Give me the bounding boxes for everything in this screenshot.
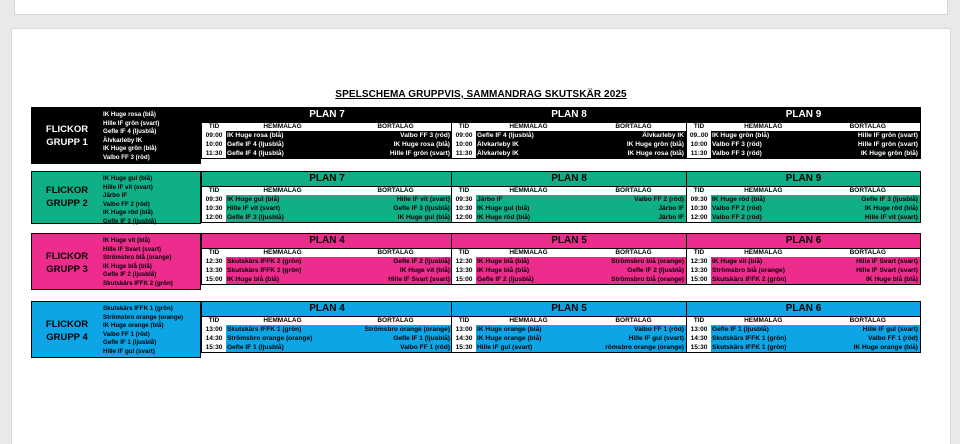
away-team: Hille IF Svart (svart) <box>856 258 918 265</box>
match-time: 10:00 <box>452 140 476 149</box>
match-row <box>452 213 686 222</box>
match-time: 12:00 <box>687 213 711 222</box>
match-row <box>687 266 920 275</box>
match-row <box>202 131 452 140</box>
away-team: Valbo FF 1 (röd) <box>634 326 684 333</box>
match-time: 10:00 <box>202 140 226 149</box>
header-bortalag: BORTALAG <box>377 317 414 324</box>
team-list <box>103 305 183 357</box>
home-team: Skutskärs IFFK 2 (grön) <box>227 258 302 265</box>
team-name: Gefle IF 4 (ljusblå) <box>103 128 157 136</box>
header-tid: TID <box>693 187 705 194</box>
home-team: IK Huge rosa (blå) <box>227 132 284 139</box>
team-name: Valbo FF 1 (röd) <box>103 330 150 338</box>
team-name: Strömsbro blå (orange) <box>103 254 172 262</box>
match-row <box>687 257 920 266</box>
match-time: 10:30 <box>687 204 711 213</box>
header-hemmalag: HEMMALAG <box>509 317 548 324</box>
match-row <box>452 131 686 140</box>
plan-column <box>451 107 687 159</box>
group-name-line: GRUPP 3 <box>46 264 88 275</box>
column-headers <box>687 123 920 131</box>
away-team: Strömsbro blå (orange) <box>611 276 684 283</box>
match-row <box>687 334 920 343</box>
column-headers <box>687 317 920 325</box>
group-2 <box>31 171 933 228</box>
match-row <box>687 275 920 284</box>
header-hemmalag: HEMMALAG <box>744 187 783 194</box>
team-name: IK Huge vit (blå) <box>103 237 151 244</box>
team-name: Strömsbro orange (orange) <box>103 313 184 321</box>
team-name: Hille IF vit (svart) <box>103 183 153 191</box>
plan-title: PLAN 5 <box>452 234 686 249</box>
plan-title: PLAN 4 <box>202 234 452 249</box>
away-team: IK Huge röd (blå) <box>864 205 918 212</box>
home-team: Gefle IF 4 (ljusblå) <box>227 150 284 157</box>
match-row <box>687 343 920 352</box>
match-row <box>202 140 452 149</box>
match-time: 13:00 <box>452 325 476 334</box>
team-name: Gefle IF 3 (ljusblå) <box>103 217 157 225</box>
away-team: Valbo FF 1 (röd) <box>868 335 918 342</box>
match-time: 14:30 <box>452 334 476 343</box>
away-team: Hille IF vit (svart) <box>864 214 918 221</box>
header-bortalag: BORTALAG <box>849 123 886 130</box>
away-team: Hille IF vit (svart) <box>396 196 450 203</box>
match-row <box>687 131 920 140</box>
header-hemmalag: HEMMALAG <box>263 249 302 256</box>
header-bortalag: BORTALAG <box>849 249 886 256</box>
header-bortalag: BORTALAG <box>377 249 414 256</box>
group-info <box>31 171 201 224</box>
header-tid: TID <box>693 123 705 130</box>
home-team: Gefle IF 4 (ljusblå) <box>477 132 534 139</box>
match-row <box>202 275 452 284</box>
column-headers <box>202 123 452 131</box>
group-info <box>31 233 201 290</box>
header-tid: TID <box>693 317 705 324</box>
match-row <box>452 140 686 149</box>
match-row <box>452 204 686 213</box>
header-hemmalag: HEMMALAG <box>744 123 783 130</box>
away-team: IK Huge rosa (blå) <box>393 141 450 148</box>
group-name <box>32 250 102 276</box>
match-time: 11:30 <box>452 149 476 158</box>
plan-title: PLAN 8 <box>452 172 686 187</box>
previous-page-edge <box>14 0 948 15</box>
team-list <box>103 111 159 163</box>
away-team: IK Huge vit (blå) <box>399 267 450 274</box>
home-team: IK Huge röd (blå) <box>477 214 531 221</box>
match-time: 14:30 <box>202 334 226 343</box>
header-bortalag: BORTALAG <box>615 249 652 256</box>
match-time: 10:30 <box>202 204 226 213</box>
match-time: 09:30 <box>687 195 711 204</box>
group-name-line: FLICKOR <box>45 124 89 135</box>
plan-column <box>451 233 687 285</box>
home-team: Hille IF vit (svart) <box>227 205 281 212</box>
match-row <box>687 325 920 334</box>
home-team: Älvkarleby IK <box>477 141 519 148</box>
match-row <box>452 325 686 334</box>
header-tid: TID <box>208 249 220 256</box>
home-team: Hille IF gul (svart) <box>477 344 533 351</box>
team-name: Järbo IF <box>103 192 128 200</box>
column-headers <box>687 249 920 257</box>
team-name: IK Huge rosa (blå) <box>103 111 156 118</box>
match-time: 13:00 <box>202 325 226 334</box>
away-team: IK Huge gul (blå) <box>397 214 450 221</box>
column-headers <box>452 123 686 131</box>
match-time: 15:30 <box>202 343 226 352</box>
away-team: Hille IF gul (svart) <box>862 326 918 333</box>
header-hemmalag: HEMMALAG <box>263 187 302 194</box>
match-time: 11:30 <box>687 149 711 158</box>
team-name: Älvkarleby IK <box>103 136 143 144</box>
plan-column <box>686 301 921 353</box>
match-time: 12:00 <box>452 213 476 222</box>
match-time: 12:30 <box>202 257 226 266</box>
header-hemmalag: HEMMALAG <box>744 249 783 256</box>
match-time: 12:30 <box>452 257 476 266</box>
home-team: Järbo IF <box>477 196 503 203</box>
header-tid: TID <box>458 317 470 324</box>
team-name: Skutskärs IFFK 1 (grön) <box>103 305 173 312</box>
header-hemmalag: HEMMALAG <box>509 187 548 194</box>
away-team: IK Huge grön (blå) <box>860 150 918 157</box>
home-team: IK Huge grön (blå) <box>712 132 770 139</box>
home-team: Valbo FF 3 (röd) <box>712 141 762 148</box>
home-team: Gefle IF 1 (ljusblå) <box>227 344 284 351</box>
match-row <box>452 343 686 352</box>
away-team: IK Huge orange (blå) <box>853 344 918 351</box>
document-page <box>11 28 951 444</box>
home-team: Skutskärs IFFK 2 (grön) <box>227 267 302 274</box>
home-team: IK Huge blå (blå) <box>477 258 530 265</box>
plan-title: PLAN 7 <box>202 172 452 187</box>
match-row <box>687 204 920 213</box>
group-name-line: FLICKOR <box>45 319 89 330</box>
away-team: IK Huge blå (blå) <box>865 276 918 283</box>
match-row <box>202 204 452 213</box>
header-hemmalag: HEMMALAG <box>744 317 783 324</box>
team-name: Hille IF Svart (svart) <box>103 245 162 253</box>
away-team: Järbo IF <box>658 205 684 212</box>
match-time: 15:30 <box>687 343 711 352</box>
header-tid: TID <box>458 249 470 256</box>
match-time: 09:30 <box>452 195 476 204</box>
match-row <box>452 275 686 284</box>
away-team: Hille IF Svart (svart) <box>388 276 450 283</box>
match-row <box>202 257 452 266</box>
away-team: Hille IF grön (svart) <box>857 132 918 139</box>
header-tid: TID <box>208 187 220 194</box>
match-time: 14:30 <box>687 334 711 343</box>
team-name: IK Huge blå (blå) <box>103 262 152 270</box>
match-time: 15:30 <box>452 343 476 352</box>
header-tid: TID <box>458 123 470 130</box>
away-team: Hille IF grön (svart) <box>389 150 450 157</box>
group-name-line: FLICKOR <box>45 185 89 196</box>
header-bortalag: BORTALAG <box>849 187 886 194</box>
header-bortalag: BORTALAG <box>849 317 886 324</box>
group-name-line: GRUPP 4 <box>46 332 88 343</box>
home-team: IK Huge orange (blå) <box>477 335 542 342</box>
header-hemmalag: HEMMALAG <box>263 317 302 324</box>
away-team: römsbro orange (orange) <box>605 344 684 351</box>
home-team: Skutskärs IFFK 1 (grön) <box>712 344 787 351</box>
team-name: IK Huge grön (blå) <box>103 145 157 153</box>
group-3 <box>31 233 933 290</box>
team-name: Gefle IF 1 (ljusblå) <box>103 339 157 347</box>
match-time: 13:30 <box>687 266 711 275</box>
match-time: 09:30 <box>202 195 226 204</box>
match-time: 15:00 <box>202 275 226 284</box>
match-row <box>202 213 452 222</box>
header-hemmalag: HEMMALAG <box>509 249 548 256</box>
match-row <box>202 343 452 352</box>
match-time: 10:00 <box>687 140 711 149</box>
home-team: Strömsbro blå (orange) <box>712 267 785 274</box>
home-team: Älvkarleby IK <box>477 150 519 157</box>
away-team: Hille IF grön (svart) <box>857 141 918 148</box>
header-bortalag: BORTALAG <box>615 317 652 324</box>
page-title: SPELSCHEMA GRUPPVIS, SAMMANDRAG SKUTSKÄR 2025 <box>335 89 627 100</box>
team-name: Skutskärs IFFK 2 (grön) <box>103 279 173 287</box>
match-time: 13:30 <box>202 266 226 275</box>
away-team: IK Huge rosa (blå) <box>627 150 684 157</box>
match-row <box>452 257 686 266</box>
header-hemmalag: HEMMALAG <box>509 123 548 130</box>
plan-title: PLAN 9 <box>687 108 920 123</box>
match-time: 13:30 <box>452 266 476 275</box>
away-team: Hille IF Svart (svart) <box>856 267 918 274</box>
plan-column <box>201 171 453 223</box>
match-time: 12:30 <box>687 257 711 266</box>
plan-column <box>686 171 921 223</box>
home-team: Skutskärs IFFK 1 (grön) <box>712 335 787 342</box>
home-team: Gefle IF 3 (ljusblå) <box>227 214 284 221</box>
match-time: 09:00 <box>202 131 226 140</box>
group-1 <box>31 107 933 164</box>
match-time: 15:00 <box>687 275 711 284</box>
home-team: Valbo FF 2 (röd) <box>712 214 762 221</box>
away-team: Gefle IF 1 (ljusblå) <box>393 335 450 342</box>
away-team: Valbo FF 2 (röd) <box>634 196 684 203</box>
team-name: IK Huge röd (blå) <box>103 209 153 217</box>
header-bortalag: BORTALAG <box>615 123 652 130</box>
match-row <box>687 149 920 158</box>
column-headers <box>687 187 920 195</box>
away-team: Älvkarleby IK <box>642 132 684 139</box>
away-team: Gefle IF 3 (ljusblå) <box>861 196 918 203</box>
team-name: IK Huge orange (blå) <box>103 322 164 330</box>
home-team: IK Huge orange (blå) <box>477 326 542 333</box>
group-4 <box>31 301 933 358</box>
column-headers <box>202 187 452 195</box>
match-row <box>202 195 452 204</box>
column-headers <box>452 249 686 257</box>
header-tid: TID <box>208 123 220 130</box>
header-bortalag: BORTALAG <box>377 123 414 130</box>
away-team: Strömsbro blå (orange) <box>611 258 684 265</box>
match-row <box>687 140 920 149</box>
match-time: 12:00 <box>202 213 226 222</box>
home-team: Valbo FF 3 (röd) <box>712 150 762 157</box>
header-tid: TID <box>208 317 220 324</box>
plan-column <box>201 107 453 159</box>
match-row <box>202 266 452 275</box>
team-list <box>103 175 156 227</box>
away-team: Hille IF gul (svart) <box>628 335 684 342</box>
home-team: Gefle IF 1 (ljusblå) <box>712 326 769 333</box>
plan-title: PLAN 9 <box>687 172 920 187</box>
group-info <box>31 107 201 164</box>
home-team: Valbo FF 2 (röd) <box>712 205 762 212</box>
plan-column <box>451 301 687 353</box>
plan-title: PLAN 6 <box>687 234 920 249</box>
match-row <box>202 325 452 334</box>
group-info <box>31 301 201 358</box>
home-team: Strömsbro orange (orange) <box>227 335 313 342</box>
away-team: Gefle IF 2 (ljusblå) <box>627 267 684 274</box>
plan-title: PLAN 8 <box>452 108 686 123</box>
match-time: 09:00 <box>452 131 476 140</box>
group-name <box>32 318 102 344</box>
home-team: Gefle IF 4 (ljusblå) <box>227 141 284 148</box>
match-time: 10:30 <box>452 204 476 213</box>
home-team: Skutskärs IFFK 2 (grön) <box>712 276 787 283</box>
group-name-line: FLICKOR <box>45 251 89 262</box>
match-row <box>452 266 686 275</box>
match-row <box>202 149 452 158</box>
match-row <box>202 334 452 343</box>
plan-column <box>201 301 453 353</box>
plan-column <box>451 171 687 223</box>
away-team: Strömsbro orange (orange) <box>364 326 450 333</box>
match-row <box>452 334 686 343</box>
team-name: Gefle IF 2 (ljusblå) <box>103 271 157 279</box>
away-team: Järbo IF <box>658 214 684 221</box>
plan-title: PLAN 6 <box>687 302 920 317</box>
home-team: IK Huge röd (blå) <box>712 196 766 203</box>
plan-title: PLAN 4 <box>202 302 452 317</box>
away-team: Gefle IF 2 (ljusblå) <box>393 258 450 265</box>
home-team: IK Huge blå (blå) <box>227 276 280 283</box>
header-tid: TID <box>693 249 705 256</box>
group-name-line: GRUPP 2 <box>46 198 88 209</box>
match-time: 11:30 <box>202 149 226 158</box>
column-headers <box>202 249 452 257</box>
group-name <box>32 123 102 149</box>
plan-column <box>686 233 921 285</box>
match-row <box>687 195 920 204</box>
column-headers <box>452 317 686 325</box>
plan-title: PLAN 7 <box>202 108 452 123</box>
group-name-line: GRUPP 1 <box>46 137 88 148</box>
group-name <box>32 184 102 210</box>
match-time: 09..00 <box>687 131 711 140</box>
match-time: 15:00 <box>452 275 476 284</box>
team-name: Valbo FF 3 (röd) <box>103 153 150 161</box>
team-list <box>103 237 173 289</box>
home-team: Skutskärs IFFK 1 (grön) <box>227 326 302 333</box>
team-name: Hille IF gul (svart) <box>103 347 155 355</box>
column-headers <box>452 187 686 195</box>
match-row <box>452 195 686 204</box>
away-team: Valbo FF 1 (röd) <box>400 344 450 351</box>
home-team: IK Huge blå (blå) <box>477 267 530 274</box>
team-name: Hille IF grön (svart) <box>103 119 160 127</box>
header-bortalag: BORTALAG <box>377 187 414 194</box>
home-team: IK Huge vit (blå) <box>712 258 763 265</box>
home-team: IK Huge gul (blå) <box>477 205 530 212</box>
match-row <box>452 149 686 158</box>
plan-title: PLAN 5 <box>452 302 686 317</box>
away-team: Valbo FF 3 (röd) <box>400 132 450 139</box>
header-bortalag: BORTALAG <box>615 187 652 194</box>
plan-column <box>686 107 921 159</box>
column-headers <box>202 317 452 325</box>
header-tid: TID <box>458 187 470 194</box>
team-name: Valbo FF 2 (röd) <box>103 200 150 208</box>
plan-column <box>201 233 453 285</box>
home-team: IK Huge gul (blå) <box>227 196 280 203</box>
header-hemmalag: HEMMALAG <box>263 123 302 130</box>
team-name: IK Huge gul (blå) <box>103 175 153 182</box>
match-time: 13:00 <box>687 325 711 334</box>
away-team: Gefle IF 3 (ljusblå) <box>393 205 450 212</box>
away-team: IK Huge grön (blå) <box>626 141 684 148</box>
match-row <box>687 213 920 222</box>
home-team: Gefle IF 2 (ljusblå) <box>477 276 534 283</box>
